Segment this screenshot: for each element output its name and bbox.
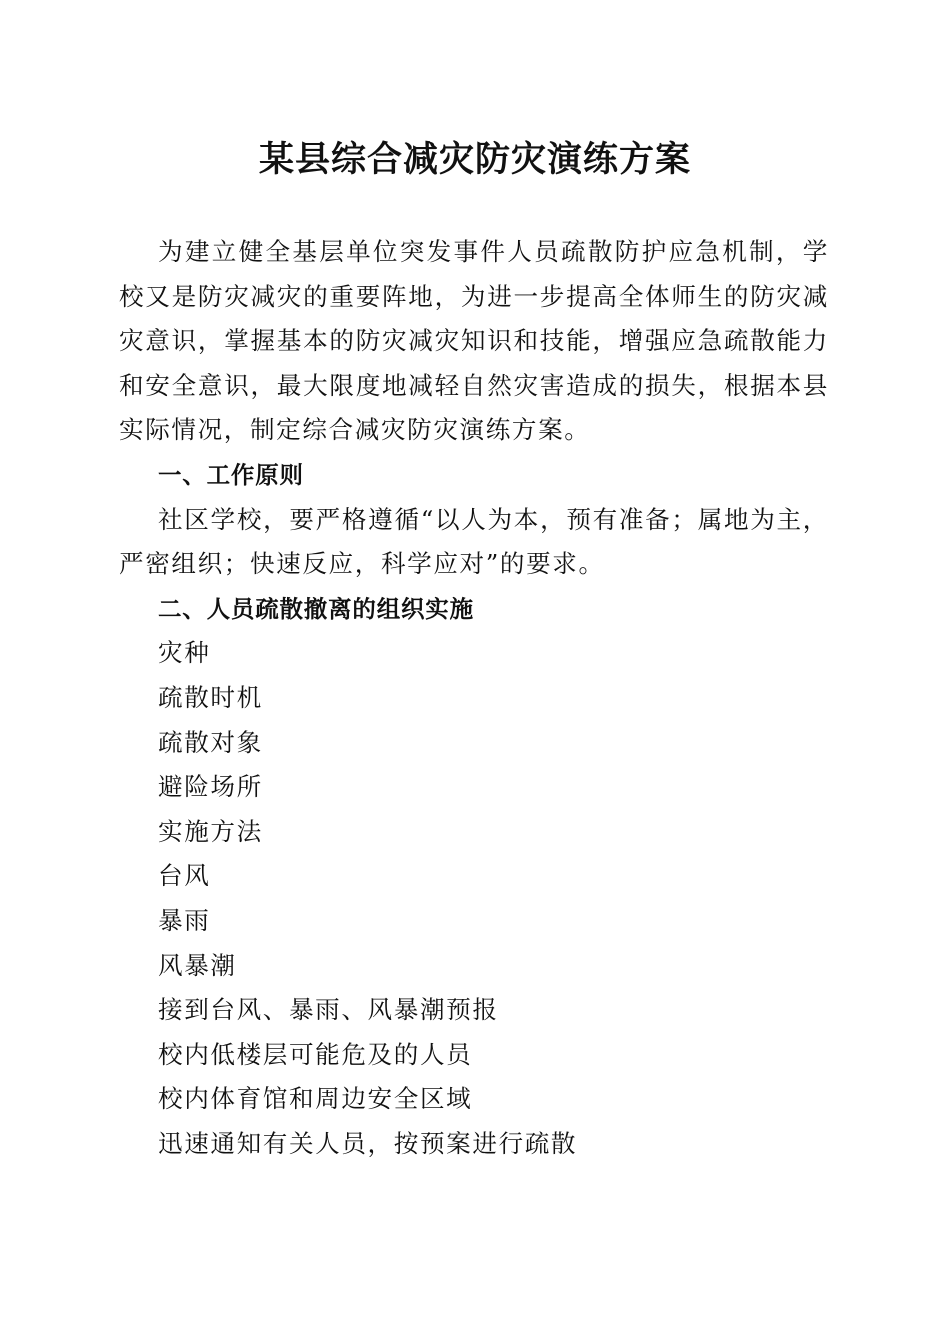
list-item: 迅速通知有关人员，按预案进行疏散	[158, 1128, 578, 1158]
section-heading-evacuation: 二、人员疏散撤离的组织实施	[158, 594, 474, 623]
list-item: 校内体育馆和周边安全区域	[158, 1084, 473, 1114]
document-body	[119, 230, 829, 1166]
principles-paragraph: 社区学校，要严格遵循“以人为本，预有准备；属地为主，严密组织；快速反应，科学应对”的要求。	[119, 504, 829, 579]
list-item: 暴雨	[158, 905, 211, 935]
list-item: 校内低楼层可能危及的人员	[158, 1039, 473, 1069]
list-item: 实施方法	[158, 816, 263, 846]
document-title: 某县综合减灾防灾演练方案	[258, 139, 691, 180]
list-item: 风暴潮	[158, 950, 237, 980]
list-item: 疏散时机	[158, 682, 263, 712]
intro-paragraph: 为建立健全基层单位突发事件人员疏散防护应急机制，学校又是防灾减灾的重要阵地，为进一步提高全体师生的防灾减灾意识，掌握基本的防灾减灾知识和技能，增强应急疏散能力和安全意识，最大限度地减轻自然灾害造成的损失，根据本县实际情况，制定综合减灾防灾演练方案。	[119, 237, 829, 445]
list-item: 灾种	[158, 638, 211, 668]
list-item: 接到台风、暴雨、风暴潮预报	[158, 995, 499, 1025]
list-item: 台风	[158, 861, 211, 891]
section-heading-principles: 一、工作原则	[158, 460, 304, 489]
list-item: 疏散对象	[158, 727, 263, 757]
list-item: 避险场所	[158, 772, 263, 802]
